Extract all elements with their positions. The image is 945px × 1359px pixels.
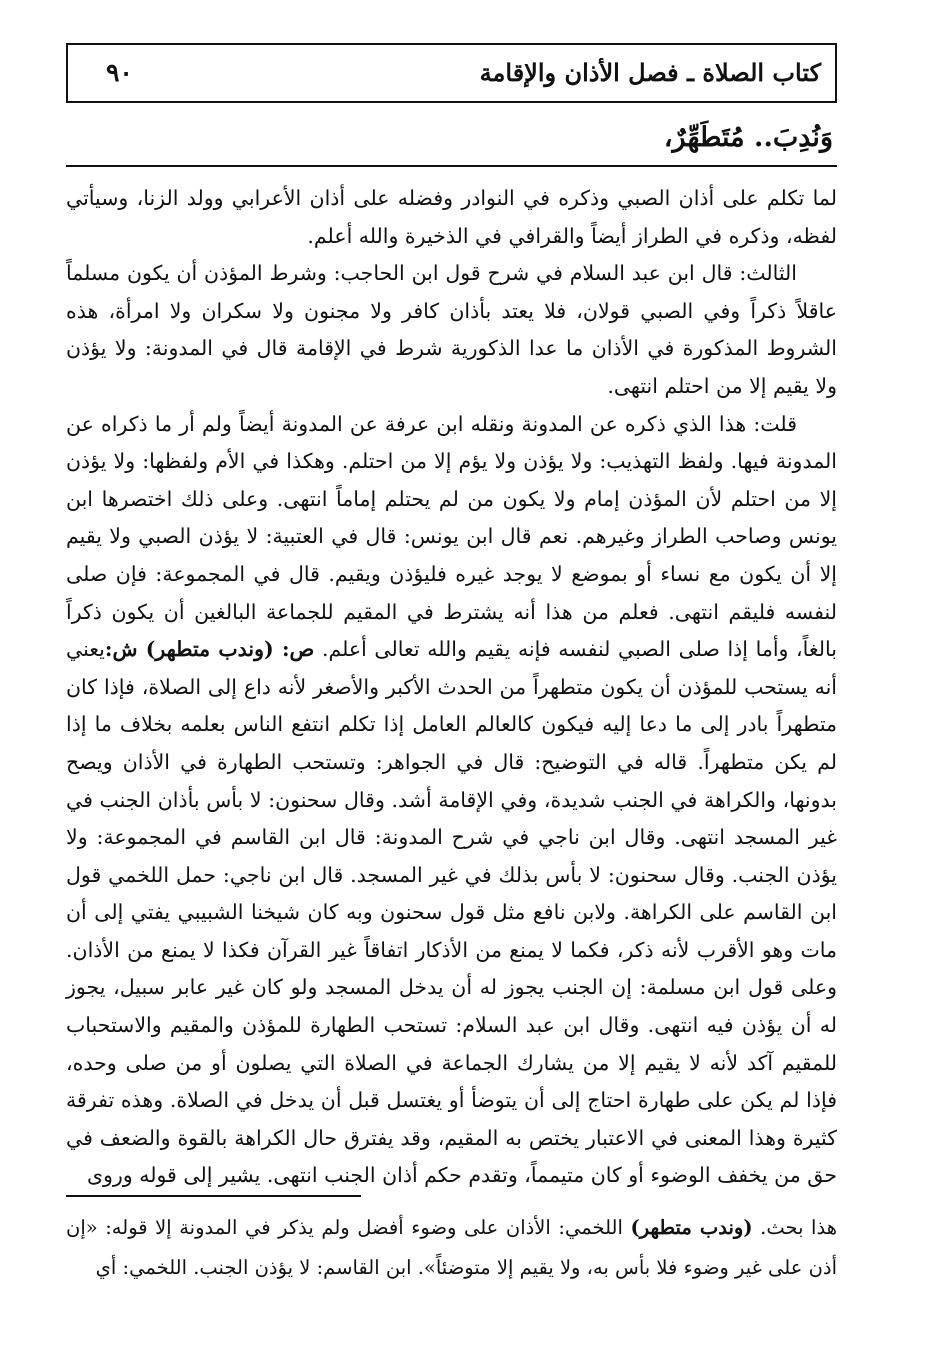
footnote	[66, 1208, 837, 1288]
header-title: كتاب الصلاة ـ فصل الأذان والإقامة	[479, 58, 821, 87]
paragraph-text: يعني أنه يستحب للمؤذن أن يكون متطهراً من الحدث الأكبر والأصغر لأنه داع إلى الصلاة، فإذا كان متطهراً بادر إلى ما دعا إليه فيكون كالعالم العامل إذا تكلم انتفع الناس بعلمه بخلاف ما إذا لم يكن متطهراً. قاله في التوضيح: قال في الجواهر: وتستحب الطهارة في الأذان ويصح بدونها، والكراهة في الجنب شديدة، وفي الإقامة أشد. وقال سحنون: لا بأس بأذان الجنب في غير المسجد انتهى. وقال ابن ناجي في شرح المدونة: قال ابن القاسم في المجموعة: ولا يؤذن الجنب. وقال سحنون: لا بأس بذلك في غير المسجد. قال ابن ناجي: حمل اللخمي قول ابن القاسم على الكراهة. ولابن نافع مثل قول سحنون وبه كان شيخنا الشبيبي يفتي إلى أن مات وهو الأقرب لأنه ذكر، فكما لا يمنع من الأذكار اتفاقاً غير القرآن فكذا لا يمنع من الأذان. وعلى قول ابن مسلمة: إن الجنب يجوز له أن يدخل المسجد ولو كان غير عابر سبيل، يجوز له أن يؤذن فيه انتهى. وقال ابن عبد السلام: تستحب الطهارة للمؤذن والمقيم والاستحباب للمقيم آكد لأنه لا يقيم إلا من يشارك الجماعة في الصلاة التي يصلون أو من صلى وحده، فإذا لم يكن على طهارة احتاج إلى أن يتوضأ أو يغتسل قبل أن يدخل في الصلاة. وهذه تفرقة كثيرة وهذا المعنى في الاعتبار يختص به المقيم، وقد يفترق حال الكراهة بالقوة والضعف في حق من يخفف الوضوء أو كان متيمماً، وتقدم حكم أذان الجنب انتهى. يشير إلى قوله وروى	[66, 637, 837, 1188]
page-number: ٩٠	[106, 58, 133, 87]
section-heading: وَنُدِبَ.. مُتَطَهِّرٌ،	[663, 122, 833, 153]
paragraph: الثالث: قال ابن عبد السلام في شرح قول ابن الحاجب: وشرط المؤذن أن يكون مسلماً عاقلاً ذكراً وفي الصبي قولان، فلا يعتد بأذان كافر ولا مجنون ولا سكران ولا امرأة، هذه الشروط المذكورة في الأذان ما عدا الذكورية شرط في الإقامة قال في المدونة: ولا يؤذن ولا يقيم إلا من احتلم انتهى.	[66, 261, 837, 398]
matn-marker: ص: (وندب متطهر) ش:	[104, 637, 315, 662]
footnote-paragraph	[66, 1208, 837, 1288]
paragraph	[66, 406, 837, 1195]
footnote-divider	[66, 1195, 361, 1197]
paragraph: لما تكلم على أذان الصبي وذكره في النوادر وفضله على أذان الأعرابي وولد الزنا، وسيأتي لفظه، وذكره في الطراز أيضاً والقرافي في الذخيرة والله أعلم.	[66, 186, 837, 248]
running-header	[66, 43, 837, 103]
footnote-text: اللخمي: الأذان على وضوء أفضل ولم يذكر في المدونة إلا قوله: «إن أذن على غير وضوء فلا بأس به، ولا يقيم إلا متوضئاً». ابن القاسم: لا يؤذن الجنب. اللخمي: أي	[66, 1216, 837, 1279]
footnote-bold-label: (وندب متطهر)	[630, 1216, 753, 1239]
paragraph-text: قلت: هذا الذي ذكره عن المدونة ونقله ابن عرفة عن المدونة أيضاً ولم أر ما ذكراه عن المدونة فيها. ولفظ التهذيب: ولا يؤذن ولا يؤم إلا من احتلم. وهكذا في الأم ولفظها: ولا يؤذن إلا من احتلم لأن المؤذن إمام ولا يكون من لم يحتلم إماماً انتهى. وعلى ذلك اختصرها ابن يونس وصاحب الطراز وغيرهم. نعم قال ابن يونس: قال في العتبية: لا يؤذن الصبي ولا يقيم إلا أن يكون مع نساء أو بموضع لا يوجد غيره فليؤذن ويقيم. قال في المجموعة: فإن صلى لنفسه فليقم انتهى. فعلم من هذا أنه يشترط في المقيم للجماعة البالغين أن يكون ذكراً بالغاً، وأما إذا صلى الصبي لنفسه فإنه يقيم والله تعالى أعلم.	[66, 411, 837, 662]
footnote-text: هذا بحث.	[760, 1216, 837, 1239]
main-text	[66, 180, 837, 1195]
header-divider	[66, 165, 837, 167]
